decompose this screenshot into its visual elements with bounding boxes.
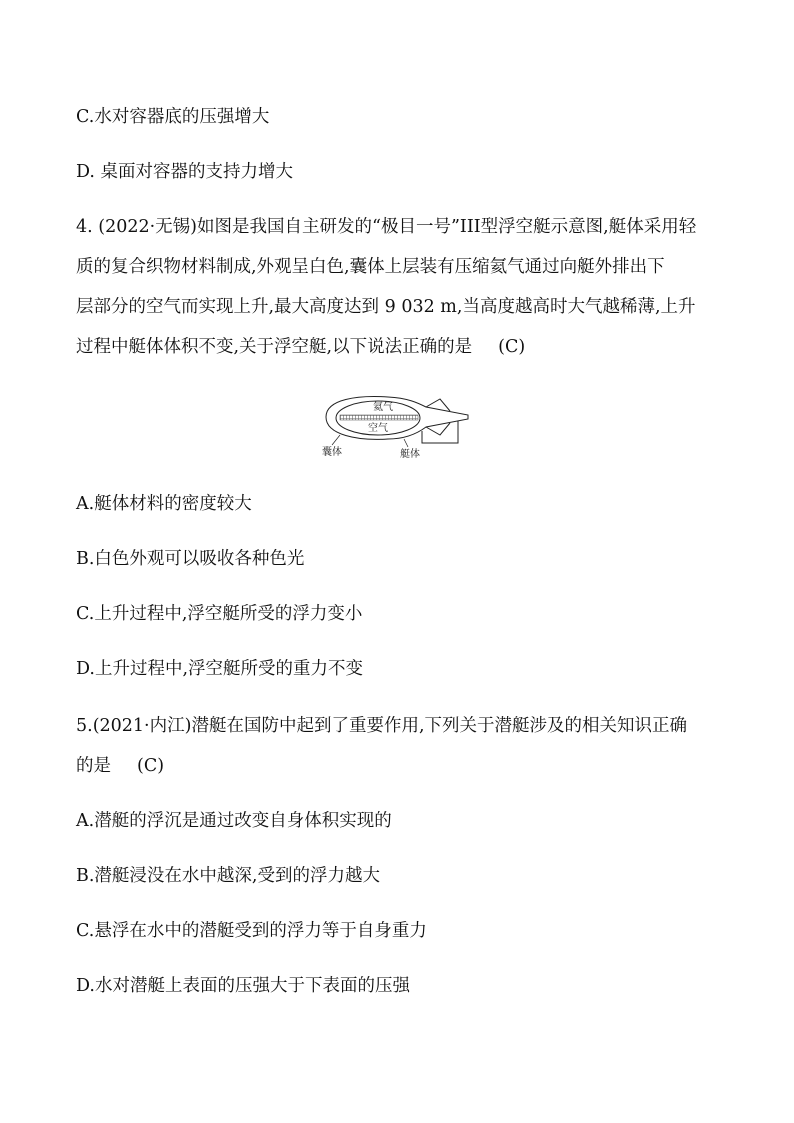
option-b-q5: B.潜艇浸没在水中越深,受到的浮力越大 <box>76 866 380 886</box>
question-5-stem <box>76 706 726 786</box>
membrane <box>340 415 418 420</box>
option-d-q4: D.上升过程中,浮空艇所受的重力不变 <box>76 659 364 679</box>
option-a-q5: A.潜艇的浮沉是通过改变自身体积实现的 <box>76 811 392 831</box>
question-4-line-1: 4. (2022·无锡)如图是我国自主研发的“极目一号”III型浮空艇示意图,艇体采用轻 <box>76 217 697 237</box>
label-air: 空气 <box>368 423 388 434</box>
option-c-q4: C.上升过程中,浮空艇所受的浮力变小 <box>76 604 363 624</box>
question-4-line-3: 层部分的空气而实现上升,最大高度达到 9 032 m,当高度越高时大气越稀薄,上升 <box>76 297 696 317</box>
question-5-line-1: 5.(2021·内江)潜艇在国防中起到了重要作用,下列关于潜艇涉及的相关知识正确 <box>76 716 688 736</box>
question-5-line-2: 的是 (C) <box>76 756 165 776</box>
label-hull: 艇体 <box>400 449 420 459</box>
question-4-line-4: 过程中艇体体积不变,关于浮空艇,以下说法正确的是 (C) <box>76 337 526 357</box>
pointer-bag <box>332 435 340 445</box>
question-5-answer: (C) <box>137 756 165 776</box>
pointer-hull <box>404 439 408 447</box>
option-d-q5: D.水对潜艇上表面的压强大于下表面的压强 <box>76 976 410 996</box>
label-bag: 囊体 <box>322 447 342 458</box>
question-4-stem <box>76 207 726 367</box>
airship-diagram <box>318 393 478 459</box>
option-c-q5: C.悬浮在水中的潜艇受到的浮力等于自身重力 <box>76 921 427 941</box>
option-d-q3: D. 桌面对容器的支持力增大 <box>76 162 294 182</box>
option-a-q4: A.艇体材料的密度较大 <box>76 494 252 514</box>
question-4-answer: (C) <box>498 337 526 357</box>
option-c-q3: C.水对容器底的压强增大 <box>76 107 270 127</box>
label-helium: 氦气 <box>373 402 393 413</box>
question-4-line-2: 质的复合织物材料制成,外观呈白色,囊体上层装有压缩氦气通过向艇外排出下 <box>76 257 665 277</box>
option-b-q4: B.白色外观可以吸收各种色光 <box>76 549 305 569</box>
airship-figure <box>318 393 478 459</box>
